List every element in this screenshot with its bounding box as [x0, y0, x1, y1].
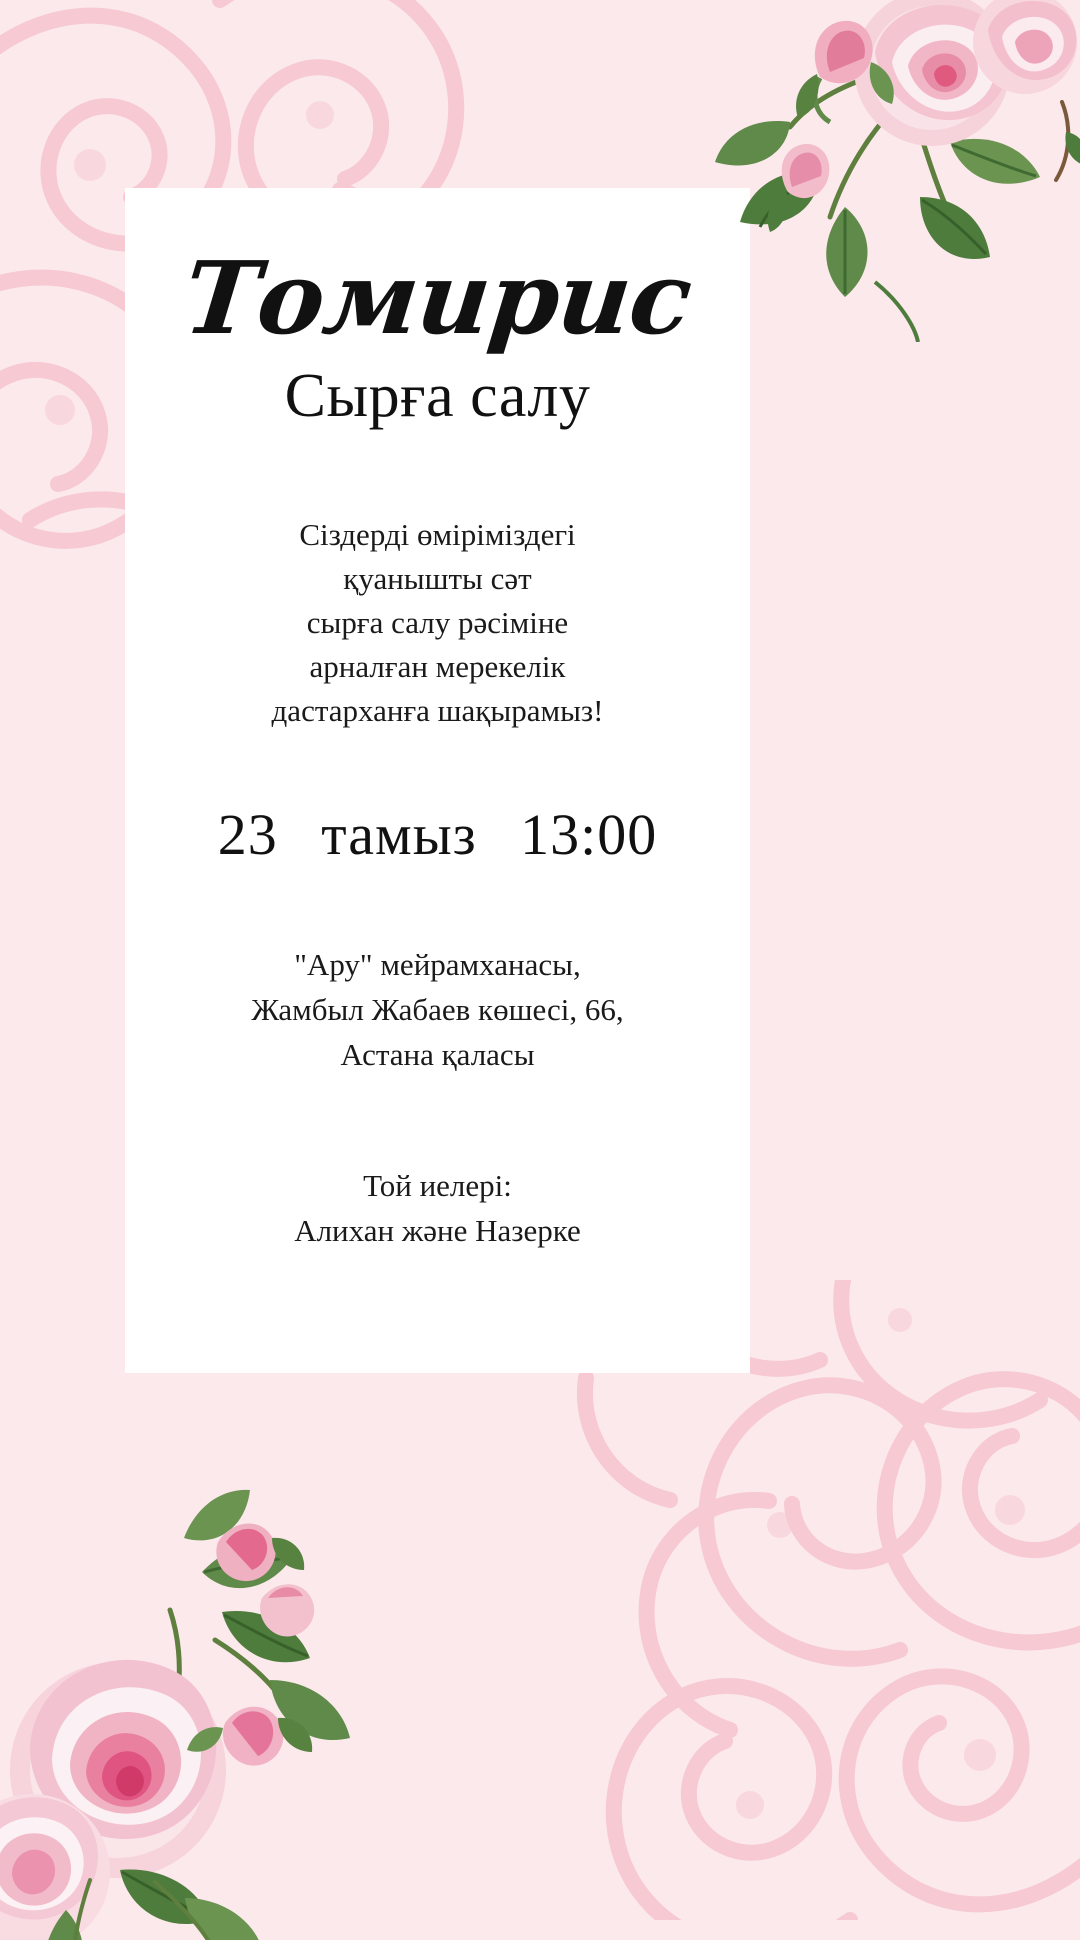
event-datetime	[125, 803, 750, 867]
venue-address	[125, 943, 750, 1078]
venue-line: Жамбыл Жабаев көшесі, 66,	[251, 991, 624, 1027]
invitation-card	[125, 188, 750, 1373]
venue-line: "Ару" мейрамханасы,	[294, 946, 581, 982]
event-day: 23	[217, 802, 278, 868]
event-month: тамыз	[321, 802, 477, 868]
event-time: 13:00	[520, 802, 658, 868]
hosts-names: Алихан және Назерке	[294, 1212, 581, 1248]
body-line: Сіздерді өміріміздегі	[299, 517, 576, 553]
body-line: сырға салу рәсіміне	[306, 605, 569, 641]
hosts-label: Той иелері:	[363, 1167, 512, 1203]
body-line: арналған мерекелік	[309, 649, 566, 685]
page-title: Томирис	[178, 239, 697, 357]
venue-line: Астана қаласы	[340, 1036, 535, 1072]
hosts-block	[125, 1164, 750, 1254]
kazakh-ornament-icon	[530, 1280, 1080, 1920]
event-subtitle: Сырға салу	[284, 362, 591, 430]
body-line: қуанышты сәт	[343, 561, 532, 597]
invitation-body	[125, 513, 750, 733]
body-line: дастарханға шақырамыз!	[271, 693, 604, 729]
